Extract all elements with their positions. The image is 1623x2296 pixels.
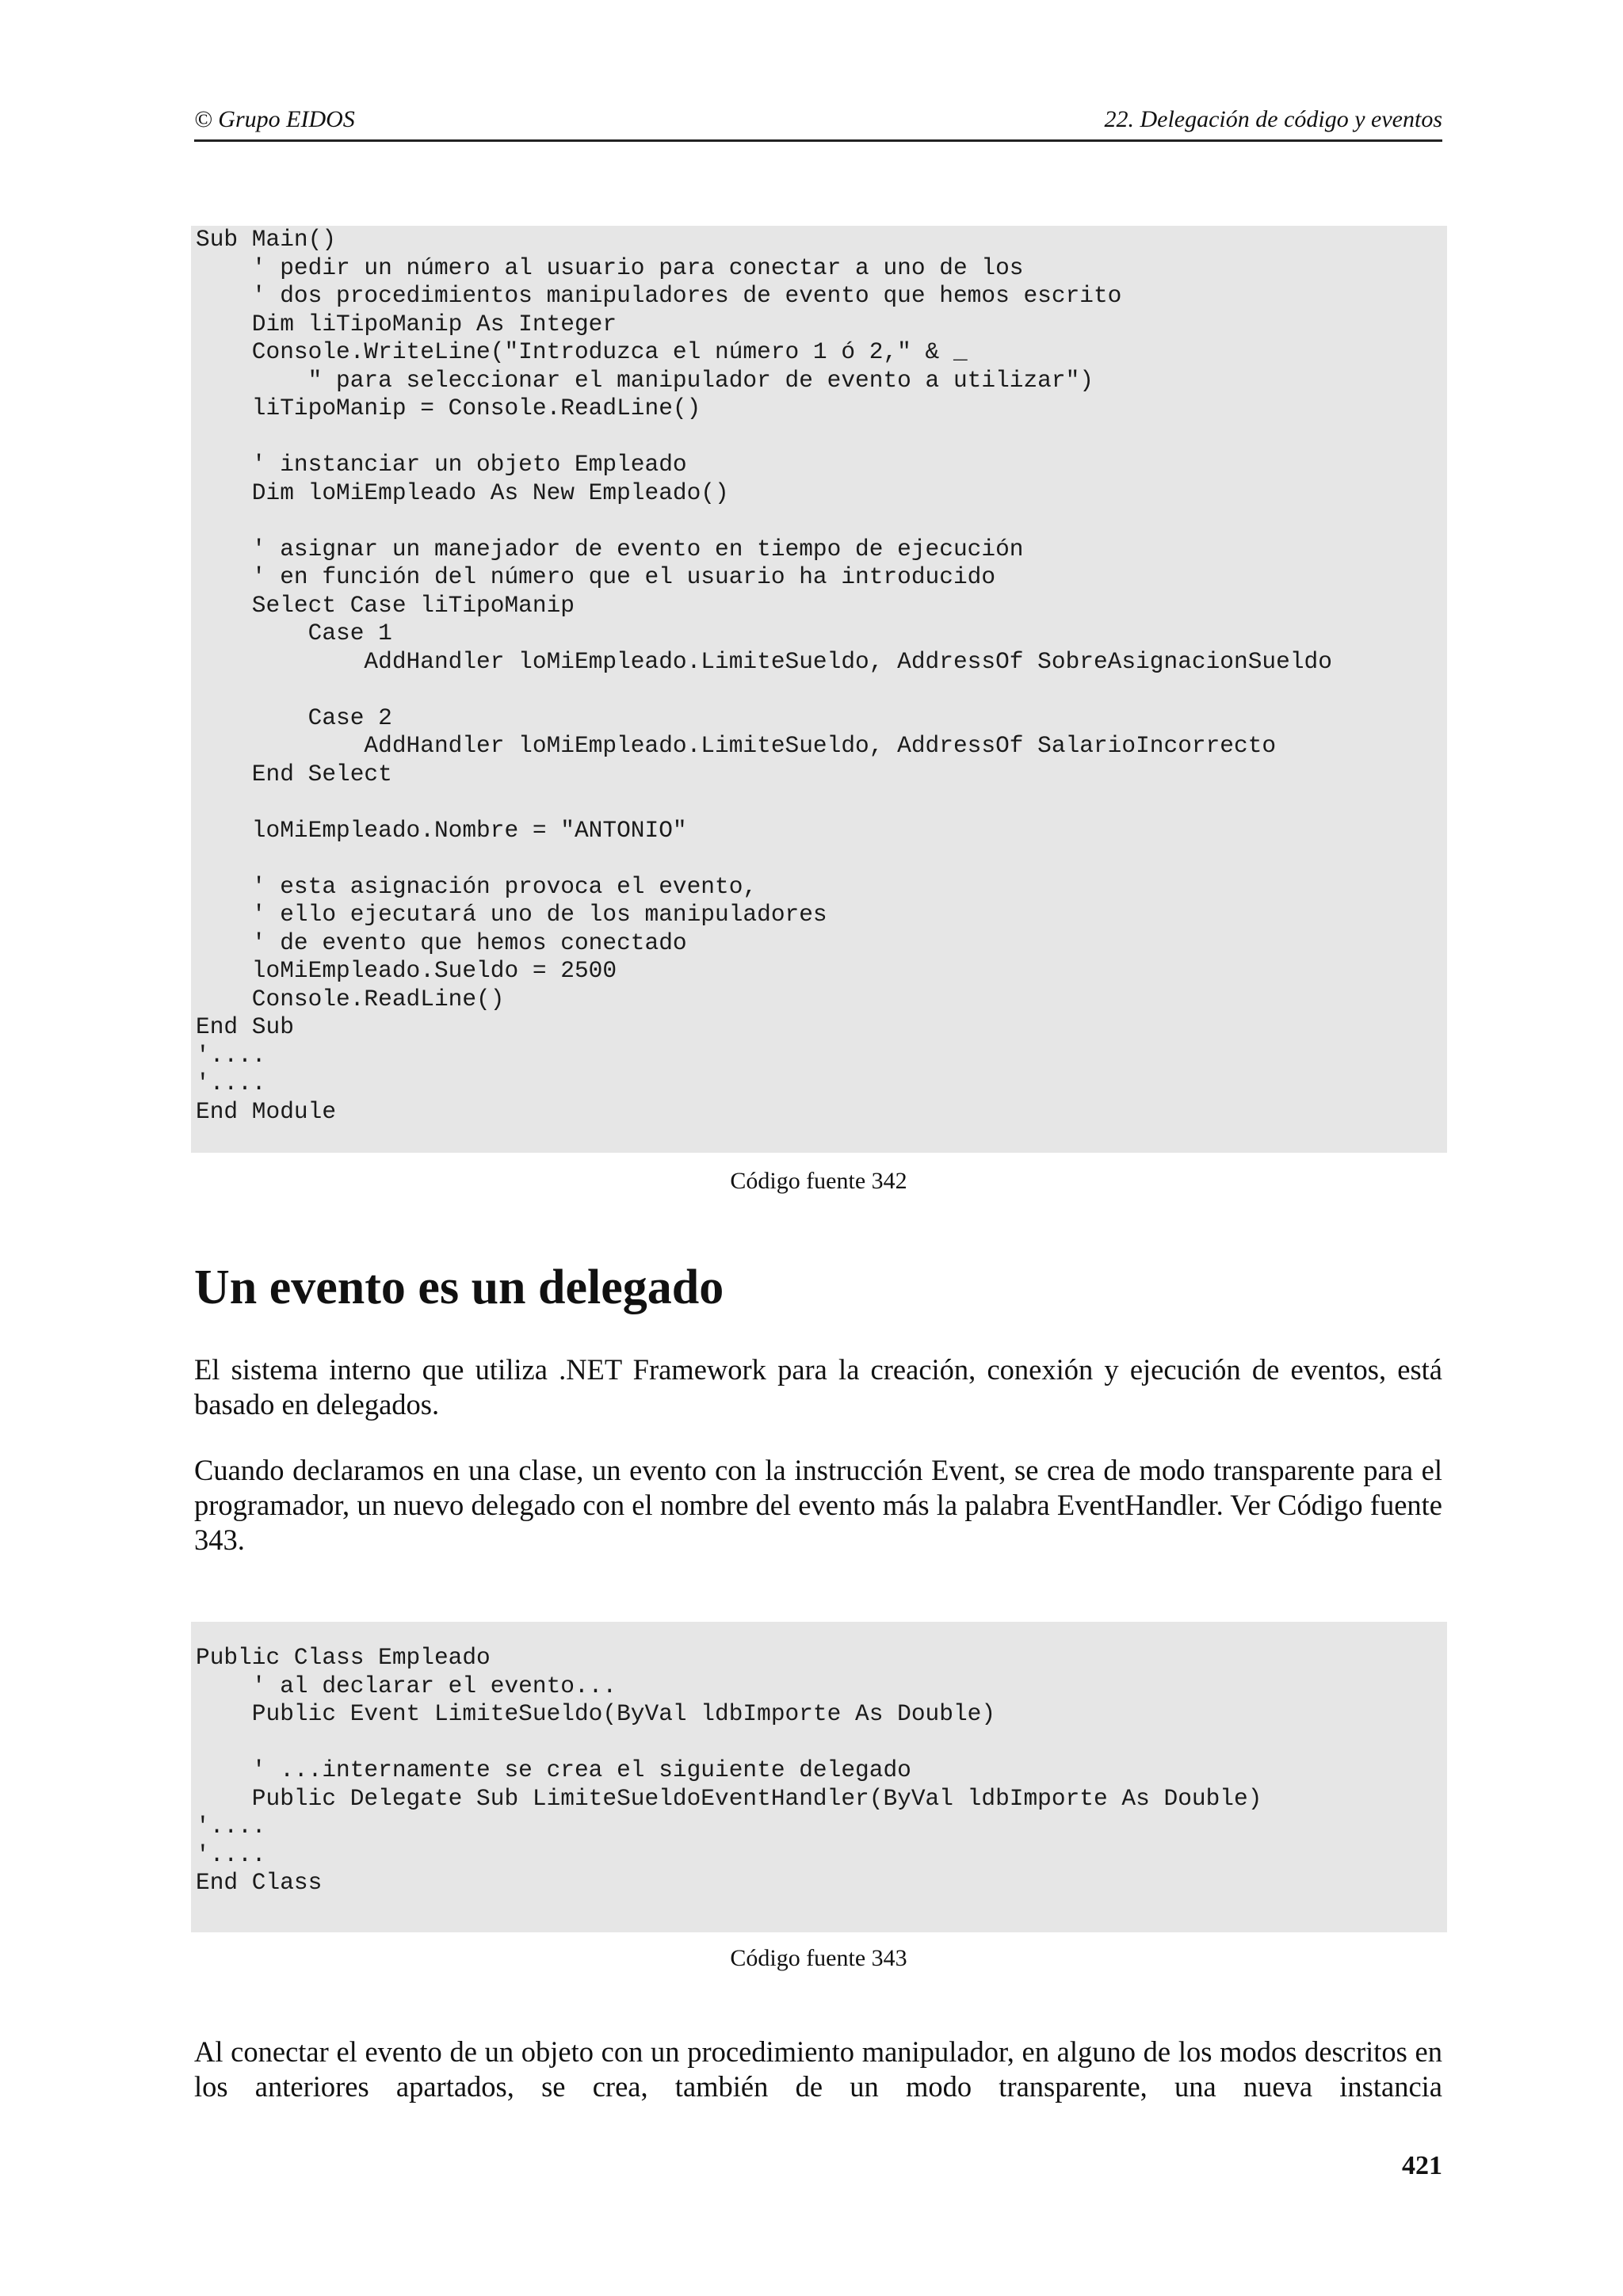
- body-paragraph-1: El sistema interno que utiliza .NET Framework para la creación, conexión y ejecución de eventos, está basado en delegados.: [194, 1353, 1442, 1421]
- body-paragraph-3: Al conectar el evento de un objeto con un procedimiento manipulador, en alguno de los modos descritos en los anteriores apartados, se crea, también de un modo transparente, una nueva instancia: [194, 2035, 1442, 2103]
- code-line: [196, 676, 1447, 704]
- code-line: [196, 845, 1447, 873]
- code-line: [196, 423, 1447, 452]
- code-caption-342: Código fuente 342: [730, 1168, 907, 1194]
- code-line: End Module: [196, 1097, 337, 1125]
- code-line: Case 1: [196, 620, 392, 646]
- code-line: liTipoManip = Console.ReadLine(): [196, 395, 701, 421]
- code-line: Sub Main(): [196, 226, 337, 253]
- code-line: Console.ReadLine(): [196, 985, 505, 1013]
- code-line: ' de evento que hemos conectado: [196, 929, 687, 956]
- code-line: loMiEmpleado.Nombre = "ANTONIO": [196, 816, 687, 844]
- code-line: Case 2: [196, 704, 392, 731]
- section-title: Un evento es un delegado: [194, 1261, 724, 1314]
- code-line: End Class: [196, 1869, 323, 1896]
- code-line: '....: [196, 1840, 266, 1868]
- code-line: Public Event LimiteSueldo(ByVal ldbImporte As Double): [196, 1700, 996, 1727]
- code-line: ' al declarar el evento...: [196, 1672, 617, 1699]
- header-publisher: © Grupo EIDOS: [194, 106, 355, 132]
- code-block-343: [191, 1622, 1447, 1932]
- code-line: ' asignar un manejador de evento en tiempo de ejecución: [196, 535, 1024, 563]
- code-line: Dim liTipoManip As Integer: [196, 310, 617, 338]
- running-header: [194, 93, 1442, 142]
- page-number: 421: [1402, 2151, 1442, 2180]
- code-line: " para seleccionar el manipulador de evento a utilizar"): [196, 366, 1094, 394]
- code-line: '....: [196, 1041, 266, 1069]
- code-line: ' instanciar un objeto Empleado: [196, 451, 687, 478]
- code-line: ' pedir un número al usuario para conectar a uno de los: [196, 254, 1024, 281]
- code-line: Public Delegate Sub LimiteSueldoEventHandler(ByVal ldbImporte As Double): [196, 1784, 1262, 1812]
- code-line: AddHandler loMiEmpleado.LimiteSueldo, AddressOf SobreAsignacionSueldo: [196, 647, 1332, 675]
- code-line: ' dos procedimientos manipuladores de evento que hemos escrito: [196, 282, 1122, 309]
- code-line: End Select: [196, 760, 392, 788]
- code-line: [196, 507, 1447, 536]
- code-caption-343: Código fuente 343: [730, 1945, 907, 1971]
- code-line: Console.WriteLine("Introduzca el número 1 ó 2," & _: [196, 338, 968, 365]
- code-line: [196, 1729, 1447, 1757]
- body-paragraph-2: Cuando declaramos en una clase, un evento con la instrucción Event, se crea de modo transparente para el programador, un nuevo delegado con el nombre del evento más la palabra EventHandler. Ver Código fuente 343.: [194, 1454, 1442, 1556]
- code-line: '....: [196, 1070, 266, 1097]
- code-line: Public Class Empleado: [196, 1644, 491, 1671]
- code-line: ' esta asignación provoca el evento,: [196, 872, 758, 900]
- code-line: ' en función del número que el usuario ha introducido: [196, 563, 996, 590]
- code-line: '....: [196, 1813, 266, 1840]
- code-line: End Sub: [196, 1013, 294, 1040]
- code-line: AddHandler loMiEmpleado.LimiteSueldo, AddressOf SalarioIncorrecto: [196, 732, 1277, 759]
- code-line: [196, 788, 1447, 817]
- code-line: ' ...internamente se crea el siguiente delegado: [196, 1756, 911, 1783]
- code-line: ' ello ejecutará uno de los manipuladores: [196, 901, 827, 928]
- code-line: Dim loMiEmpleado As New Empleado(): [196, 479, 729, 506]
- code-line: loMiEmpleado.Sueldo = 2500: [196, 957, 617, 984]
- code-line: Select Case liTipoManip: [196, 591, 575, 619]
- header-chapter-title: 22. Delegación de código y eventos: [1104, 106, 1442, 132]
- code-block-342: [191, 226, 1447, 1153]
